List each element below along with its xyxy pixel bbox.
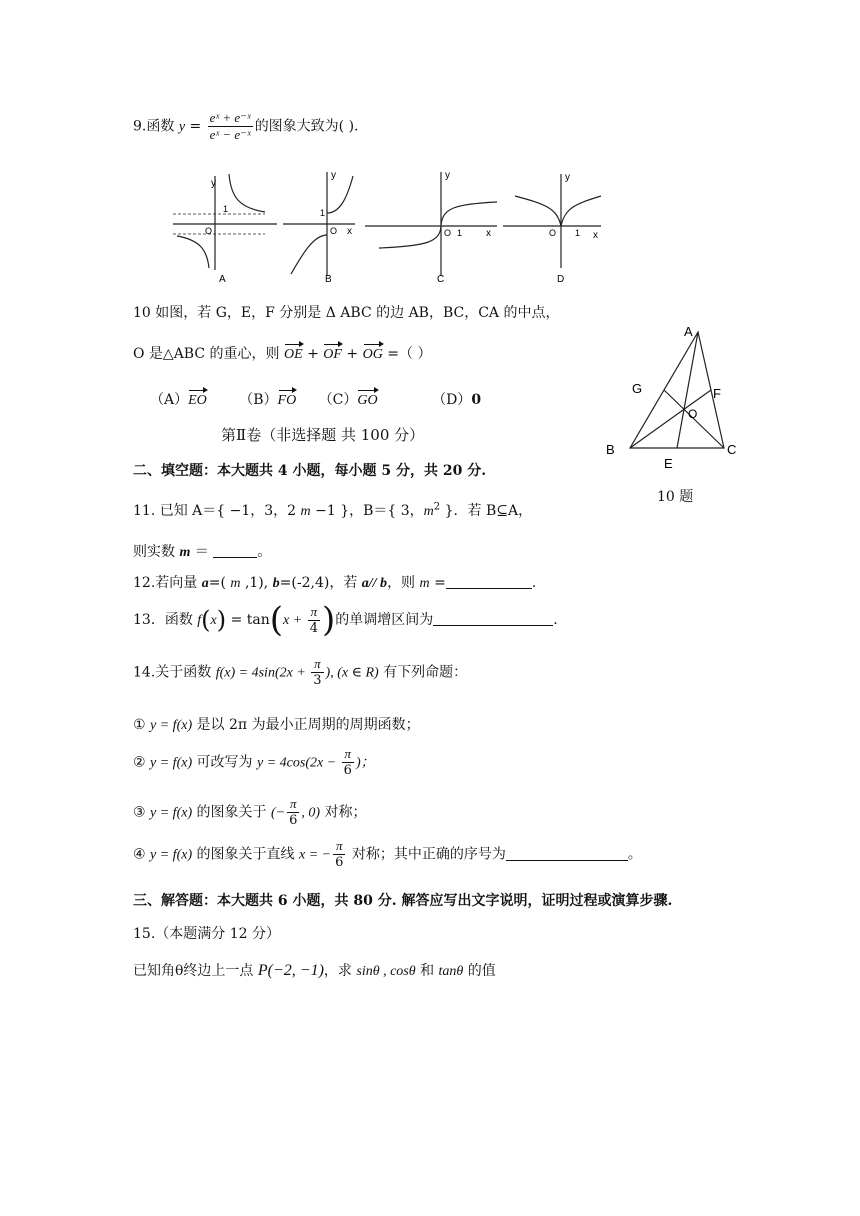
q14-stem: 14.关于函数 f(x) = 4sin(2x + $\frac{\pi}{3}$ ), (x ∈ R) 有下列命题： <box>133 656 468 688</box>
graph-b-x: x <box>347 226 352 237</box>
q9-suffix: 的图象大致为( ). <box>254 118 359 135</box>
q9-graphs <box>165 168 605 286</box>
graph-d-o: O <box>549 228 557 238</box>
answer-blank[interactable] <box>213 543 257 558</box>
section3-heading: 三、解答题：本大题共 6 小题，共 80 分. 解答应写出文字说明，证明过程或演算步骤. <box>133 893 673 909</box>
option-a: （A）EO <box>150 392 207 408</box>
graph-c-label: C <box>437 274 445 285</box>
graph-c <box>365 172 497 276</box>
midpoint-f: F <box>713 386 721 401</box>
q9-prefix: 9.函数 <box>133 118 179 135</box>
q9-denominator: eˣ − e⁻ˣ <box>209 127 251 142</box>
graph-d-y: y <box>565 172 570 183</box>
q10-line1: 10 如图，若 G，E，F 分别是 Δ ABC 的边 AB，BC，CA 的中点， <box>133 305 560 321</box>
q14-item1: ① y = f(x) 是以 2π 为最小正周期的周期函数； <box>133 717 420 733</box>
vertex-b: B <box>606 442 615 457</box>
graph-b-o: O <box>330 226 338 236</box>
q9-fraction <box>208 110 253 143</box>
figure-caption: 10 题 <box>657 489 694 505</box>
graph-b-label: B <box>325 274 332 285</box>
vertex-c: C <box>727 442 737 457</box>
q10-line2-prefix: O 是△ABC 的重心，则 <box>133 346 284 362</box>
part2-title: 第Ⅱ卷（非选择题 共 100 分） <box>221 426 425 444</box>
answer-blank[interactable] <box>433 611 553 626</box>
option-b: （B）FO <box>239 392 297 408</box>
graph-c-one: 1 <box>457 228 463 238</box>
graph-b-y: y <box>331 170 336 181</box>
q11-line1: 11. 已知 A＝{ −1，3，2 m −1 }，B＝{ 3，$m^2$ }．若 B⊆A， <box>133 501 533 519</box>
midpoint-g: G <box>632 381 643 396</box>
graph-a <box>173 174 277 270</box>
q15-title: 15.（本题满分 12 分） <box>133 926 280 942</box>
q9-y: y <box>178 119 186 135</box>
q12: 12.若向量 a=( m ,1), b=(-2,4)，若 a// b，则 m = . <box>133 575 537 591</box>
graph-d-label: D <box>557 274 565 285</box>
section2-heading: 二、填空题：本大题共 4 小题，每小题 5 分，共 20 分. <box>133 463 487 479</box>
q14-item4: ④ y = f(x) 的图象关于直线 x = − $\frac{\pi}{6}$ 对称；其中正确的序号为 。 <box>133 838 642 870</box>
midpoint-e: E <box>664 456 673 471</box>
q10-line2-suffix: =（ ） <box>382 346 432 362</box>
answer-blank[interactable] <box>506 846 628 861</box>
q9-eq: = <box>185 118 206 135</box>
q13: 13．函数 f(x) = tan(x + $\frac{\pi}{4}$ )的单调增区间为 . <box>133 600 558 640</box>
q14-item3: ③ y = f(x) 的图象关于 (− $\frac{\pi}{6}$ , 0) 对称； <box>133 796 367 828</box>
graph-c-o: O <box>444 228 452 238</box>
graph-b <box>283 172 355 276</box>
graph-a-label: A <box>219 274 226 285</box>
plus-sign: + <box>341 346 363 362</box>
vector-og: OG <box>362 347 383 362</box>
centroid-o: O <box>688 407 698 421</box>
option-d: （D）0 <box>432 392 482 408</box>
q10-options <box>150 389 481 409</box>
triangle-figure <box>600 320 750 480</box>
graph-b-one: 1 <box>320 208 326 218</box>
q10-line2 <box>133 343 431 363</box>
option-c: （C）GO <box>318 392 378 408</box>
graph-c-y: y <box>445 170 450 181</box>
graph-a-o: O <box>205 226 213 236</box>
graph-d <box>503 174 601 268</box>
plus-sign: + <box>302 346 324 362</box>
q9-numerator: eˣ + e⁻ˣ <box>209 110 251 125</box>
q11-line2: 则实数 m ＝ 。 <box>133 544 272 560</box>
graph-a-one: 1 <box>223 204 229 214</box>
graph-d-one: 1 <box>575 228 581 238</box>
graph-d-x: x <box>593 230 598 241</box>
answer-blank[interactable] <box>446 574 532 589</box>
q9-stem <box>133 110 359 143</box>
vector-oe: OE <box>283 347 303 362</box>
q15-body: 已知角θ终边上一点 P(−2, −1)，求 sinθ , cosθ 和 tanθ 的值 <box>133 962 496 979</box>
graph-a-y: y <box>211 178 216 189</box>
vertex-a: A <box>684 324 693 339</box>
q14-item2: ② y = f(x) 可改写为 y = 4cos(2x − $\frac{\pi}{6}$ )； <box>133 746 375 778</box>
vector-of: OF <box>323 347 342 362</box>
graph-c-x: x <box>486 228 491 239</box>
